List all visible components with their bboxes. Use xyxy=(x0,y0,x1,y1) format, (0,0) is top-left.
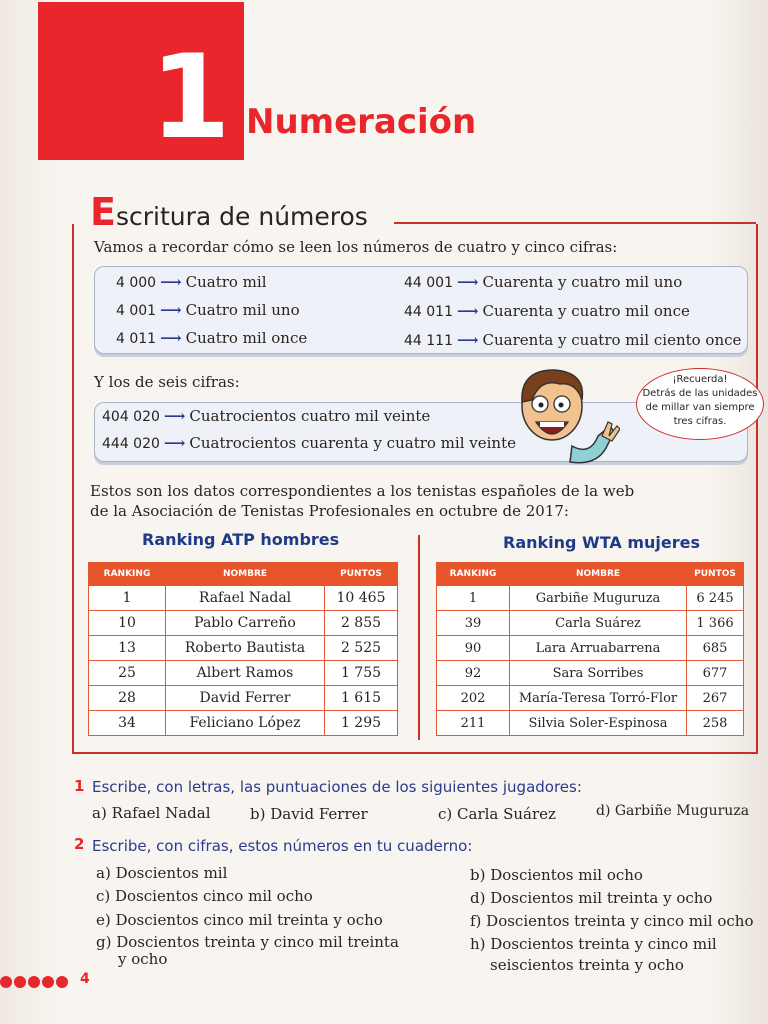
reminder-bubble xyxy=(636,368,764,440)
bubble-line: de millar van siempre xyxy=(645,402,755,413)
boy-illustration xyxy=(510,366,620,472)
data-intro-line-2: de la Asociación de Tenistas Profesionales en octubre de 2017: xyxy=(90,502,569,520)
bubble-line: tres cifras. xyxy=(673,416,727,427)
dot-icon xyxy=(56,976,68,988)
table-row: 211 Silvia Soler-Espinosa 258 xyxy=(437,711,744,736)
six-digit-intro: Y los de seis cifras: xyxy=(94,373,240,391)
table-row: 10 Pablo Carreño 2 855 xyxy=(89,611,398,636)
dot-icon xyxy=(0,976,12,988)
example-row: 444 020 ⟶ Cuatrocientos cuarenta y cuatro mil veinte xyxy=(102,434,516,452)
exercise-option: h) Doscientos treinta y cinco mil xyxy=(470,935,717,953)
chapter-title: Numeración xyxy=(246,102,477,142)
exercise-option: c) Carla Suárez xyxy=(438,805,556,823)
example-row: 4 011 ⟶ Cuatro mil once xyxy=(116,329,308,347)
table-row: 90 Lara Arruabarrena 685 xyxy=(437,636,744,661)
exercise-2-text: Escribe, con cifras, estos números en tu cuaderno: xyxy=(92,837,473,855)
exercise-option: a) Rafael Nadal xyxy=(92,804,211,822)
bubble-line: Detrás de las unidades xyxy=(642,388,758,399)
table-row: 39 Carla Suárez 1 366 xyxy=(437,611,744,636)
example-row: 404 020 ⟶ Cuatrocientos cuatro mil veinte xyxy=(102,407,431,425)
atp-title: Ranking ATP hombres xyxy=(142,530,340,549)
section-top-rule xyxy=(394,222,756,224)
section-heading xyxy=(90,190,372,234)
column-header: RANKING xyxy=(437,563,510,586)
exercise-option: f) Doscientos treinta y cinco mil ocho xyxy=(470,912,754,930)
exercise-option: g) Doscientos treinta y cinco mil treinta xyxy=(96,933,399,951)
column-header: PUNTOS xyxy=(325,563,398,586)
dot-icon xyxy=(28,976,40,988)
wta-title: Ranking WTA mujeres xyxy=(503,533,700,552)
bubble-line: ¡Recuerda! xyxy=(672,374,728,385)
table-row: 92 Sara Sorribes 677 xyxy=(437,661,744,686)
column-header: PUNTOS xyxy=(687,563,744,586)
table-row: 202 María-Teresa Torró-Flor 267 xyxy=(437,686,744,711)
dot-icon xyxy=(14,976,26,988)
exercise-1-number: 1 xyxy=(74,777,85,795)
page-dots xyxy=(0,973,70,992)
column-header: NOMBRE xyxy=(166,563,325,586)
exercise-option: b) Doscientos mil ocho xyxy=(470,866,643,884)
atp-table xyxy=(88,562,398,736)
intro-text: Vamos a recordar cómo se leen los números de cuatro y cinco cifras: xyxy=(94,238,618,256)
table-row: 28 David Ferrer 1 615 xyxy=(89,686,398,711)
example-row: 4 001 ⟶ Cuatro mil uno xyxy=(116,301,300,319)
exercise-2-number: 2 xyxy=(74,835,85,853)
exercise-1-text: Escribe, con letras, las puntuaciones de los siguientes jugadores: xyxy=(92,778,582,796)
tables-divider xyxy=(418,535,420,740)
table-row: 13 Roberto Bautista 2 525 xyxy=(89,636,398,661)
example-row: 44 011 ⟶ Cuarenta y cuatro mil once xyxy=(404,302,690,320)
exercise-option: y ocho xyxy=(118,950,168,968)
column-header: NOMBRE xyxy=(510,563,687,586)
exercise-option: a) Doscientos mil xyxy=(96,864,228,882)
exercise-option: b) David Ferrer xyxy=(250,805,368,823)
column-header: RANKING xyxy=(89,563,166,586)
exercise-option: d) Garbiñe Muguruza xyxy=(596,803,750,819)
data-intro-line-1: Estos son los datos correspondientes a los tenistas españoles de la web xyxy=(90,482,635,500)
page-number: 4 xyxy=(80,971,90,987)
example-row: 44 001 ⟶ Cuarenta y cuatro mil uno xyxy=(404,273,683,291)
exercise-option: c) Doscientos cinco mil ocho xyxy=(96,887,313,905)
exercise-option: seiscientos treinta y ocho xyxy=(490,956,684,974)
table-row: 25 Albert Ramos 1 755 xyxy=(89,661,398,686)
section-title: scritura de números xyxy=(115,202,368,231)
example-row: 4 000 ⟶ Cuatro mil xyxy=(116,273,267,291)
exercise-option: e) Doscientos cinco mil treinta y ocho xyxy=(96,911,383,929)
exercise-option: d) Doscientos mil treinta y ocho xyxy=(470,889,713,907)
example-row: 44 111 ⟶ Cuarenta y cuatro mil ciento once xyxy=(404,331,742,349)
table-row: 1 Garbiñe Muguruza 6 245 xyxy=(437,586,744,611)
wta-table xyxy=(436,562,744,736)
dot-icon xyxy=(42,976,54,988)
chapter-number: 1 xyxy=(150,30,231,165)
table-row: 1 Rafael Nadal 10 465 xyxy=(89,586,398,611)
table-row: 34 Feliciano López 1 295 xyxy=(89,711,398,736)
section-initial: E xyxy=(90,190,116,234)
